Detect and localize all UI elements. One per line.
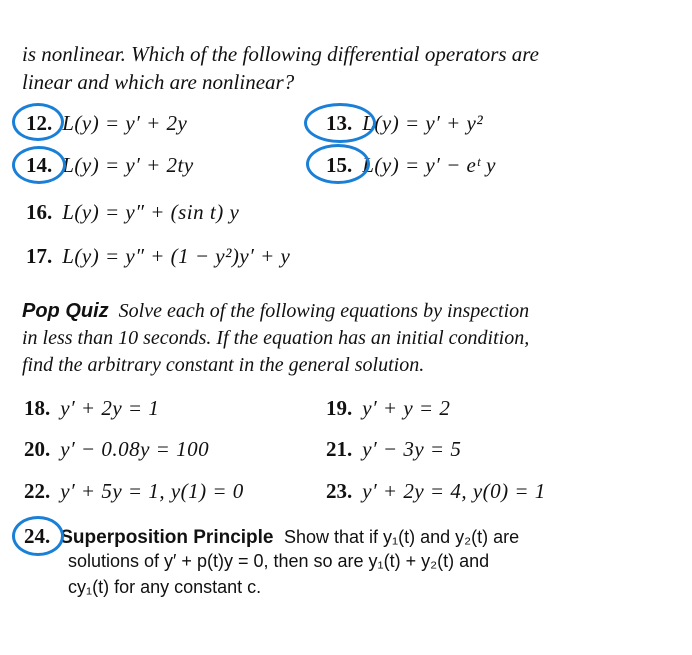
problem-18 [24,396,159,421]
problem-equation: y′ − 3y = 5 [362,437,462,461]
superposition-text-1: Show that if y₁(t) and y₂(t) are [284,527,520,547]
superposition-text-2: solutions of y′ + p(t)y = 0, then so are y₁(t) + y₂(t) and [68,551,490,571]
problem-16 [26,200,239,225]
problem-22 [24,479,244,504]
problem-21 [326,437,461,462]
problem-equation: y′ + 2y = 1 [60,396,160,420]
superposition-title: Superposition Principle [60,527,274,548]
pop-quiz-line-2: in less than 10 seconds. If the equation has an initial condition, [22,327,530,349]
intro-line-2: linear and which are nonlinear? [22,70,295,94]
pop-quiz-line-3: find the arbitrary constant in the general solution. [22,354,425,376]
problem-equation: L(y) = y′ + y² [362,111,484,135]
problem-number: 20. [24,437,51,461]
problem-number: 21. [326,437,353,461]
problem-number: 15. [326,153,353,177]
problem-number: 13. [326,111,353,135]
annotation-circle-13 [304,103,376,143]
problem-number: 19. [326,396,353,420]
superposition-text-3: cy₁(t) for any constant c. [68,577,262,597]
problem-20 [24,437,209,462]
problem-number: 12. [26,111,53,135]
problem-equation: L(y) = y′ − eᵗ y [362,153,496,177]
annotation-circle-14 [12,146,66,184]
problem-19 [326,396,450,421]
problem-23 [326,479,546,504]
problem-24 [24,524,519,549]
annotation-circle-24 [12,516,64,556]
problem-equation: L(y) = y″ + (sin t) y [62,200,240,224]
problem-equation: y′ − 0.08y = 100 [60,437,210,461]
problem-equation: L(y) = y″ + (1 − y²)y′ + y [62,244,291,268]
problem-number: 24. [24,524,51,548]
annotation-circle-15 [306,144,370,184]
problem-number: 22. [24,479,51,503]
problem-equation: y′ + 5y = 1, y(1) = 0 [60,479,244,503]
problem-equation: L(y) = y′ + 2y [62,111,188,135]
problem-17 [26,244,290,269]
problem-equation: y′ + 2y = 4, y(0) = 1 [362,479,546,503]
problem-equation: y′ + y = 2 [362,396,451,420]
problem-number: 14. [26,153,53,177]
problem-number: 18. [24,396,51,420]
pop-quiz-title: Pop Quiz [22,300,109,322]
problem-number: 16. [26,200,53,224]
annotation-circle-12 [12,103,64,141]
problem-number: 23. [326,479,353,503]
pop-quiz-instructions: Solve each of the following equations by inspection [118,300,530,322]
pop-quiz-line-1 [22,300,529,323]
problem-number: 17. [26,244,53,268]
intro-line-1: is nonlinear. Which of the following differential operators are [22,42,540,66]
problem-equation: L(y) = y′ + 2ty [62,153,194,177]
